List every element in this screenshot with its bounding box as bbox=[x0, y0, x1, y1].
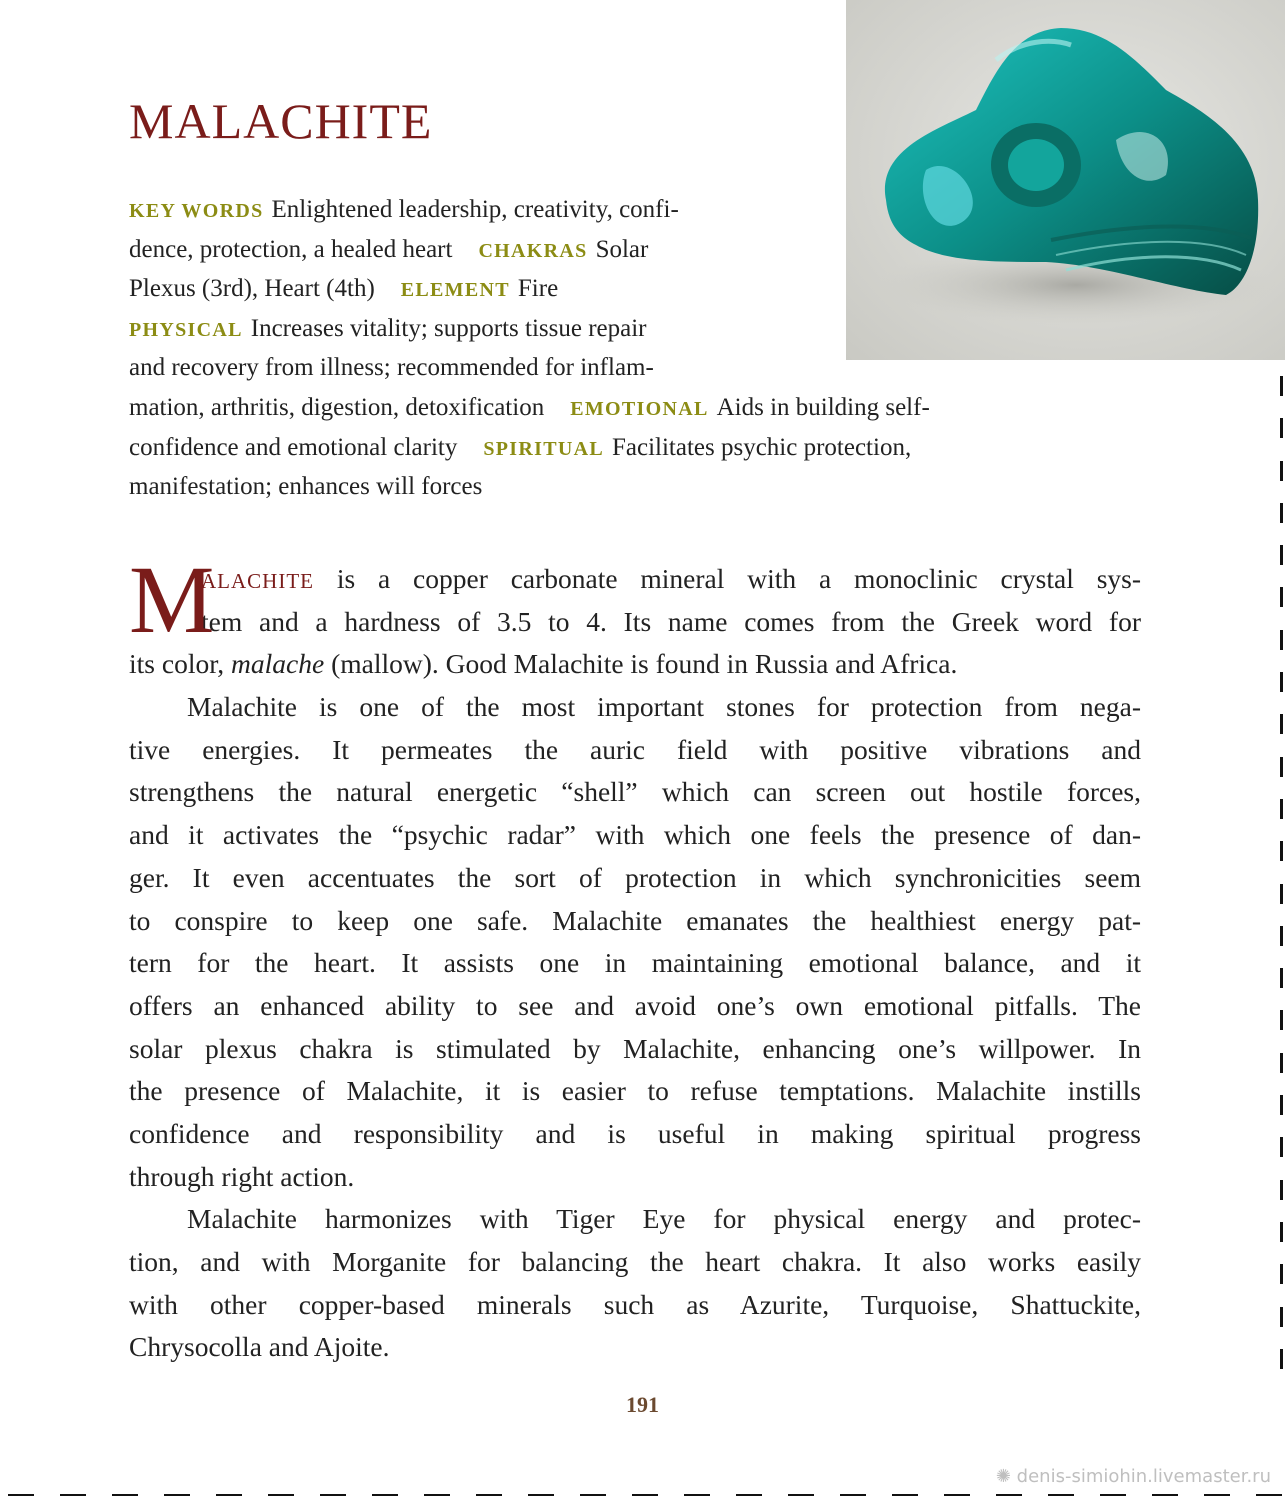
physical-text-cont: and recovery from illness; recommended for inflam- bbox=[129, 354, 654, 382]
edge-mark bbox=[1280, 461, 1283, 481]
chakras-text: Solar bbox=[595, 235, 649, 263]
edge-dash bbox=[164, 1494, 190, 1496]
body-text bbox=[129, 546, 1141, 1369]
paragraph-3-line: tion, and with Morganite for balancing the heart chakra. It also works easily bbox=[129, 1246, 1141, 1277]
edge-dash bbox=[1204, 1494, 1230, 1496]
edge-dash bbox=[736, 1494, 762, 1496]
edge-mark bbox=[1280, 1222, 1283, 1242]
paragraph-2-line: Malachite is one of the most important stones for protection from nega- bbox=[187, 691, 1141, 723]
edge-mark bbox=[1280, 926, 1283, 946]
paragraph-line bbox=[129, 558, 1141, 601]
key-words-text-cont: dence, protection, a healed heart bbox=[129, 235, 453, 263]
italic-word: malache bbox=[231, 648, 325, 680]
emotional-text: Aids in building self- bbox=[716, 393, 930, 421]
paragraph-2-line: confidence and responsibility and is useful in making spiritual progress bbox=[129, 1117, 1141, 1149]
edge-dash bbox=[1152, 1494, 1178, 1496]
edge-dash bbox=[1256, 1494, 1282, 1496]
edge-dash bbox=[320, 1494, 346, 1496]
edge-mark bbox=[1280, 1095, 1283, 1115]
edge-mark bbox=[1280, 799, 1283, 819]
key-words-text: Enlightened leadership, creativity, confi- bbox=[271, 196, 679, 223]
paragraph-2-line: tive energies. It permeates the auric field with positive vibrations and bbox=[129, 733, 1141, 765]
paragraph-3-line: Malachite harmonizes with Tiger Eye for physical energy and protec- bbox=[187, 1203, 1141, 1235]
edge-dash bbox=[216, 1494, 242, 1496]
edge-dash bbox=[528, 1494, 554, 1496]
emotional-text-cont: confidence and emotional clarity bbox=[129, 433, 458, 461]
edge-mark bbox=[1280, 968, 1283, 988]
physical-text: Increases vitality; supports tissue repair bbox=[250, 314, 647, 342]
bottom-dashed-edge bbox=[0, 1494, 1285, 1497]
edge-mark bbox=[1280, 884, 1283, 904]
edge-dash bbox=[1048, 1494, 1074, 1496]
page-title: MALACHITE bbox=[129, 93, 433, 149]
spiritual-label: SPIRITUAL bbox=[483, 437, 604, 460]
edge-dash bbox=[996, 1494, 1022, 1496]
drop-cap: M bbox=[129, 546, 215, 653]
paragraph-1-line-1: is a copper carbonate mineral with a monoclinic crystal sys- bbox=[336, 563, 1141, 594]
paragraph-2-line: to conspire to keep one safe. Malachite emanates the healthiest energy pat- bbox=[129, 904, 1141, 936]
watermark bbox=[996, 1466, 1271, 1487]
chakras-text-cont: Plexus (3rd), Heart (4th) bbox=[129, 275, 375, 303]
edge-mark bbox=[1280, 1264, 1283, 1284]
edge-mark bbox=[1280, 1010, 1283, 1030]
edge-marks bbox=[1279, 376, 1285, 1369]
paragraph-2-line: tern for the heart. It assists one in maintaining emotional balance, and it bbox=[129, 947, 1141, 979]
physical-label: PHYSICAL bbox=[129, 318, 243, 341]
edge-dash bbox=[892, 1494, 918, 1496]
paragraph-2-line: the presence of Malachite, it is easier to refuse temptations. Malachite instills bbox=[129, 1075, 1141, 1107]
edge-mark bbox=[1280, 503, 1283, 523]
paragraph-line bbox=[129, 643, 1141, 686]
edge-mark bbox=[1280, 418, 1283, 438]
paragraph-1-line-2: tem and a hardness of 3.5 to 4. Its name comes from the Greek word for bbox=[201, 605, 1141, 637]
edge-dash bbox=[684, 1494, 710, 1496]
edge-dash bbox=[112, 1494, 138, 1496]
paragraph-2-line: through right action. bbox=[129, 1160, 355, 1192]
chakras-label: CHAKRAS bbox=[478, 239, 588, 262]
element-label: ELEMENT bbox=[400, 279, 510, 302]
edge-dash bbox=[632, 1494, 658, 1496]
edge-dash bbox=[1100, 1494, 1126, 1496]
edge-dash bbox=[8, 1494, 34, 1496]
watermark-text: denis-simiohin.livemaster.ru bbox=[1016, 1466, 1271, 1487]
edge-dash bbox=[944, 1494, 970, 1496]
edge-mark bbox=[1280, 757, 1283, 777]
edge-dash bbox=[788, 1494, 814, 1496]
edge-mark bbox=[1280, 1349, 1283, 1369]
paragraph-2-line: and it activates the “psychic radar” with which one feels the presence of dan- bbox=[129, 819, 1141, 851]
physical-text-cont2: mation, arthritis, digestion, detoxification bbox=[129, 393, 545, 421]
paragraph-3-line: with other copper-based minerals such as Azurite, Turquoise, Shattuckite, bbox=[129, 1288, 1141, 1320]
emotional-label: EMOTIONAL bbox=[570, 397, 709, 420]
small-caps-word: ALACHITE bbox=[201, 569, 314, 593]
edge-mark bbox=[1280, 672, 1283, 692]
paragraph-2-line: strengthens the natural energetic “shell” which can screen out hostile forces, bbox=[129, 776, 1141, 808]
edge-dash bbox=[476, 1494, 502, 1496]
paragraph-2-line: offers an enhanced ability to see and avoid one’s own emotional pitfalls. The bbox=[129, 989, 1141, 1021]
edge-dash bbox=[840, 1494, 866, 1496]
edge-mark bbox=[1280, 1053, 1283, 1073]
edge-mark bbox=[1280, 1307, 1283, 1327]
element-text: Fire bbox=[517, 275, 559, 303]
edge-dash bbox=[580, 1494, 606, 1496]
edge-dash bbox=[372, 1494, 398, 1496]
edge-mark bbox=[1280, 841, 1283, 861]
paragraph-2-line: solar plexus chakra is stimulated by Malachite, enhancing one’s willpower. In bbox=[129, 1032, 1141, 1064]
edge-mark bbox=[1280, 714, 1283, 734]
edge-mark bbox=[1280, 587, 1283, 607]
edge-mark bbox=[1280, 1137, 1283, 1157]
edge-dash bbox=[60, 1494, 86, 1496]
paragraph-1-line-3b: (mallow). Good Malachite is found in Russia and Africa. bbox=[324, 648, 958, 680]
spiritual-text-cont: manifestation; enhances will forces bbox=[129, 473, 483, 501]
paragraph-1-line-3a: its color, bbox=[129, 648, 232, 680]
spiritual-text: Facilitates psychic protection, bbox=[611, 433, 912, 461]
edge-dash bbox=[424, 1494, 450, 1496]
page-number: 191 bbox=[626, 1392, 659, 1417]
key-words-label: KEY WORDS bbox=[129, 200, 264, 222]
edge-dash bbox=[268, 1494, 294, 1496]
edge-mark bbox=[1280, 1180, 1283, 1200]
watermark-icon: ✺ bbox=[995, 1466, 1011, 1487]
edge-mark bbox=[1280, 376, 1283, 396]
paragraph-2-line: ger. It even accentuates the sort of protection in which synchronicities seem bbox=[129, 861, 1141, 893]
paragraph-3-line: Chrysocolla and Ajoite. bbox=[129, 1331, 390, 1363]
attributes-block bbox=[129, 190, 1109, 507]
edge-mark bbox=[1280, 630, 1283, 650]
edge-mark bbox=[1280, 545, 1283, 565]
